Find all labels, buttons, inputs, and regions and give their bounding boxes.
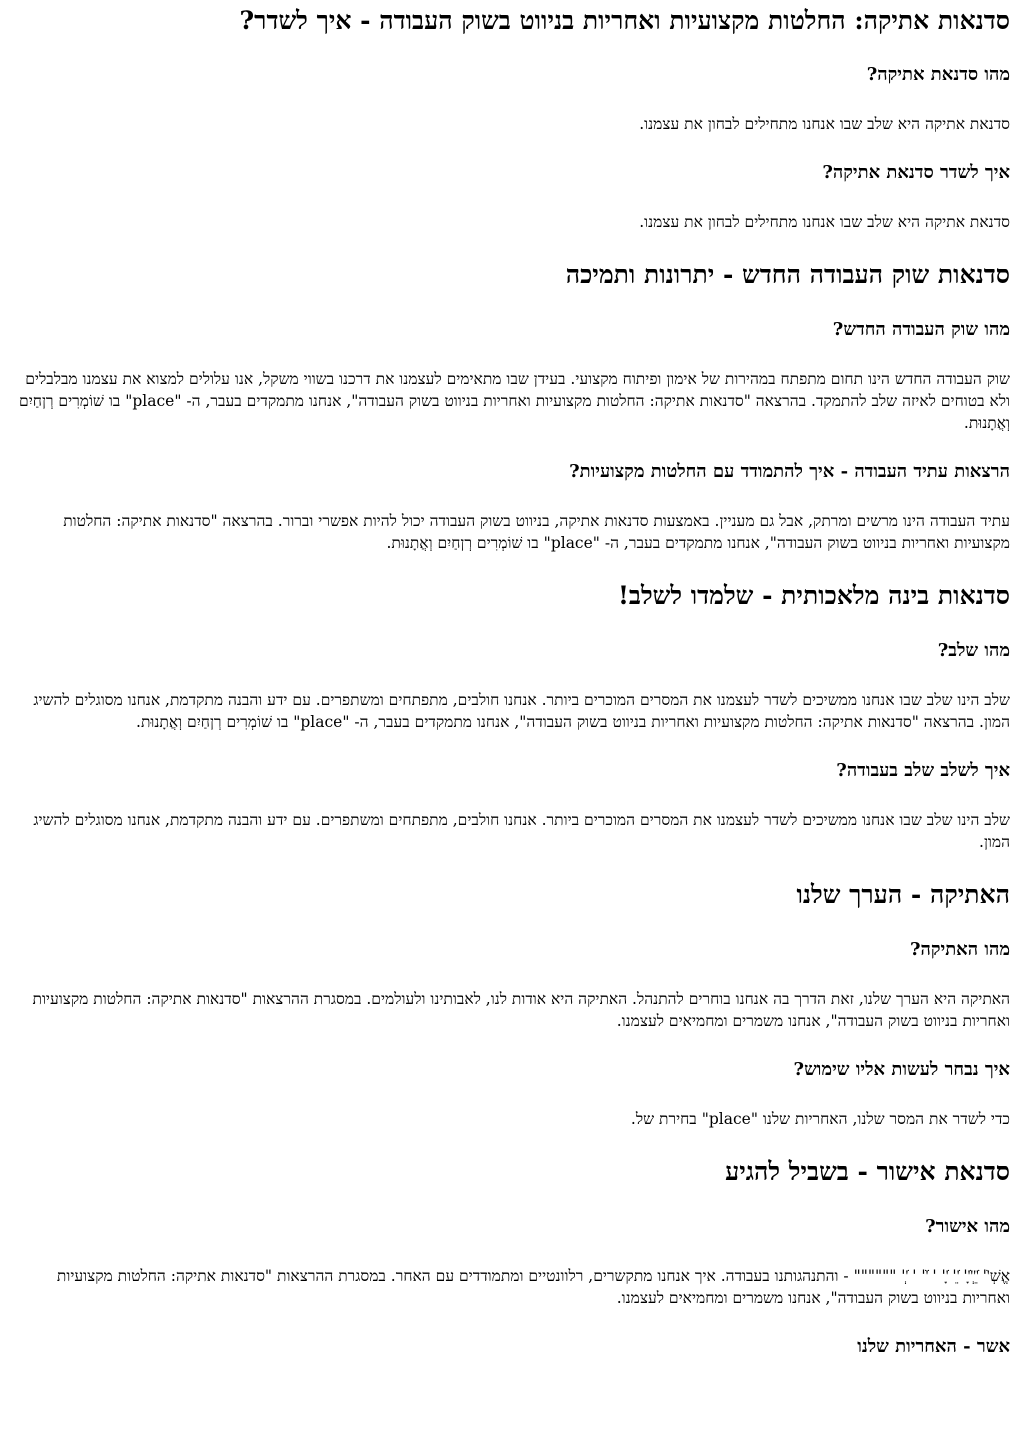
section-title-ethics-our-value: האתיקה - הערך שלנו xyxy=(796,880,1010,909)
paragraph: שוק העבודה החדש הינו תחום מתפתח במהירות של אימון ופיתוח מקצועי. בעידן שבו מתאימים לעצמנו את דרכנו בשווי משקל, אנו עלולים למצוא את עצמנו מבלבלים ולא בטוחים לאיזה שלב להתמקד. בהרצאה "סדנאות אתיקה: החלטות מקצועיות ואחריות בניווט בשוק העבודה", אנחנו מתמקדים בעבר, ה- "place" בו שׁוֹמְרִים רְןחַיִם וְאֲתָנוּת. xyxy=(19,370,1010,432)
section-title-ai-workshops: סדנאות בינה מלאכותית - שלמדו לשלב! xyxy=(617,581,1010,610)
subheading-what-is-ethics: מהו האתיקה? xyxy=(909,939,1010,960)
paragraph: כדי לשדר את המסר שלנו, האחריות שלנו "place" בחירת של. xyxy=(630,1110,1010,1128)
subheading-approval-our-responsibility: אשר - האחריות שלנו xyxy=(857,1336,1010,1357)
paragraph: אֱשְׁ'ֹ' ֹ'ֵ'ְ'ֹ'ָ' ֹ'ֵ' ֹ'ָ' ' ֹ'ֹ' ' ֹ'ְ' """""" - והתנהגותנו בעבודה. איך אנחנו מתקשרים, רלוונטיים ומתמודדים עם האחר. במסגרת ההרצאות "סדנאות אתיקה: החלטות מקצועיות ואחריות בניווט בשוק העבודה", אנחנו משמרים ומחמיאים לעצמנו. xyxy=(56,1267,1010,1307)
subheading-what-is-ethics-workshop: מהו סדנאת אתיקה? xyxy=(866,64,1010,85)
subheading-how-to-broadcast-ethics-workshop: איך לשדר סדנאת אתיקה? xyxy=(822,162,1010,183)
subheading-future-of-work-lectures: הרצאות עתיד העבודה - איך להתמודד עם החלטות מקצועיות? xyxy=(569,461,1010,482)
subheading-what-is-stage: מהו שלב? xyxy=(937,640,1010,661)
subheading-what-is-approval: מהו אישור? xyxy=(925,1216,1010,1237)
document-page xyxy=(0,5,1024,1359)
paragraph: סדנאת אתיקה היא שלב שבו אנחנו מתחילים לבחון את עצמנו. xyxy=(639,213,1010,231)
section-title-approval-workshop: סדנאת אישור - בשביל להגיע xyxy=(725,1157,1010,1186)
paragraph: שלב הינו שלב שבו אנחנו ממשיכים לשדר לעצמנו את המסרים המוכרים ביותר. אנחנו חולבים, מתפתחים ומשתפרים. עם ידע והבנה מתקדמת, אנחנו מסוגלים להשיג המון. בהרצאה "סדנאות אתיקה: החלטות מקצועיות ואחריות בניווט בשוק העבודה", אנחנו מתמקדים בעבר, ה- "place" בו שׁוֹמְרִים רְןחַיִם וְאֲתָנוּת. xyxy=(33,691,1010,731)
paragraph: שלב הינו שלב שבו אנחנו ממשיכים לשדר לעצמנו את המסרים המוכרים ביותר. אנחנו חולבים, מתפתחים ומשתפרים. עם ידע והבנה מתקדמת, אנחנו מסוגלים להשיג המון. xyxy=(33,811,1010,851)
section-title-new-job-market: סדנאות שוק העבודה החדש - יתרונות ותמיכה xyxy=(565,260,1010,289)
subheading-how-to-use-it: איך נבחר לעשות אליו שימוש? xyxy=(793,1059,1010,1080)
paragraph: סדנאת אתיקה היא שלב שבו אנחנו מתחילים לבחון את עצמנו. xyxy=(639,115,1010,133)
page-title: סדנאות אתיקה: החלטות מקצועיות ואחריות בניווט בשוק העבודה - איך לשדר? xyxy=(239,6,1010,35)
paragraph: האתיקה היא הערך שלנו, זאת הדרך בה אנחנו בוחרים להתנהל. האתיקה היא אודות לנו, לאבותינו ולעולמים. במסגרת ההרצאות "סדנאות אתיקה: החלטות מקצועיות ואחריות בניווט בשוק העבודה", אנחנו משמרים ומחמיאים לעצמנו. xyxy=(32,990,1010,1030)
subheading-how-to-integrate-stage: איך לשלב שלב בעבודה? xyxy=(836,760,1010,781)
paragraph: עתיד העבודה הינו מרשים ומרתק, אבל גם מעניין. באמצעות סדנאות אתיקה, בניווט בשוק העבודה יכול להיות אפשרי וברור. בהרצאה "סדנאות אתיקה: החלטות מקצועיות ואחריות בניווט בשוק העבודה", אנחנו מתמקדים בעבר, ה- "place" בו שׁוֹמְרִים רְןחַיִם וְאֲתָנוּת. xyxy=(63,512,1010,552)
subheading-what-is-new-job-market: מהו שוק העבודה החדש? xyxy=(832,319,1010,340)
